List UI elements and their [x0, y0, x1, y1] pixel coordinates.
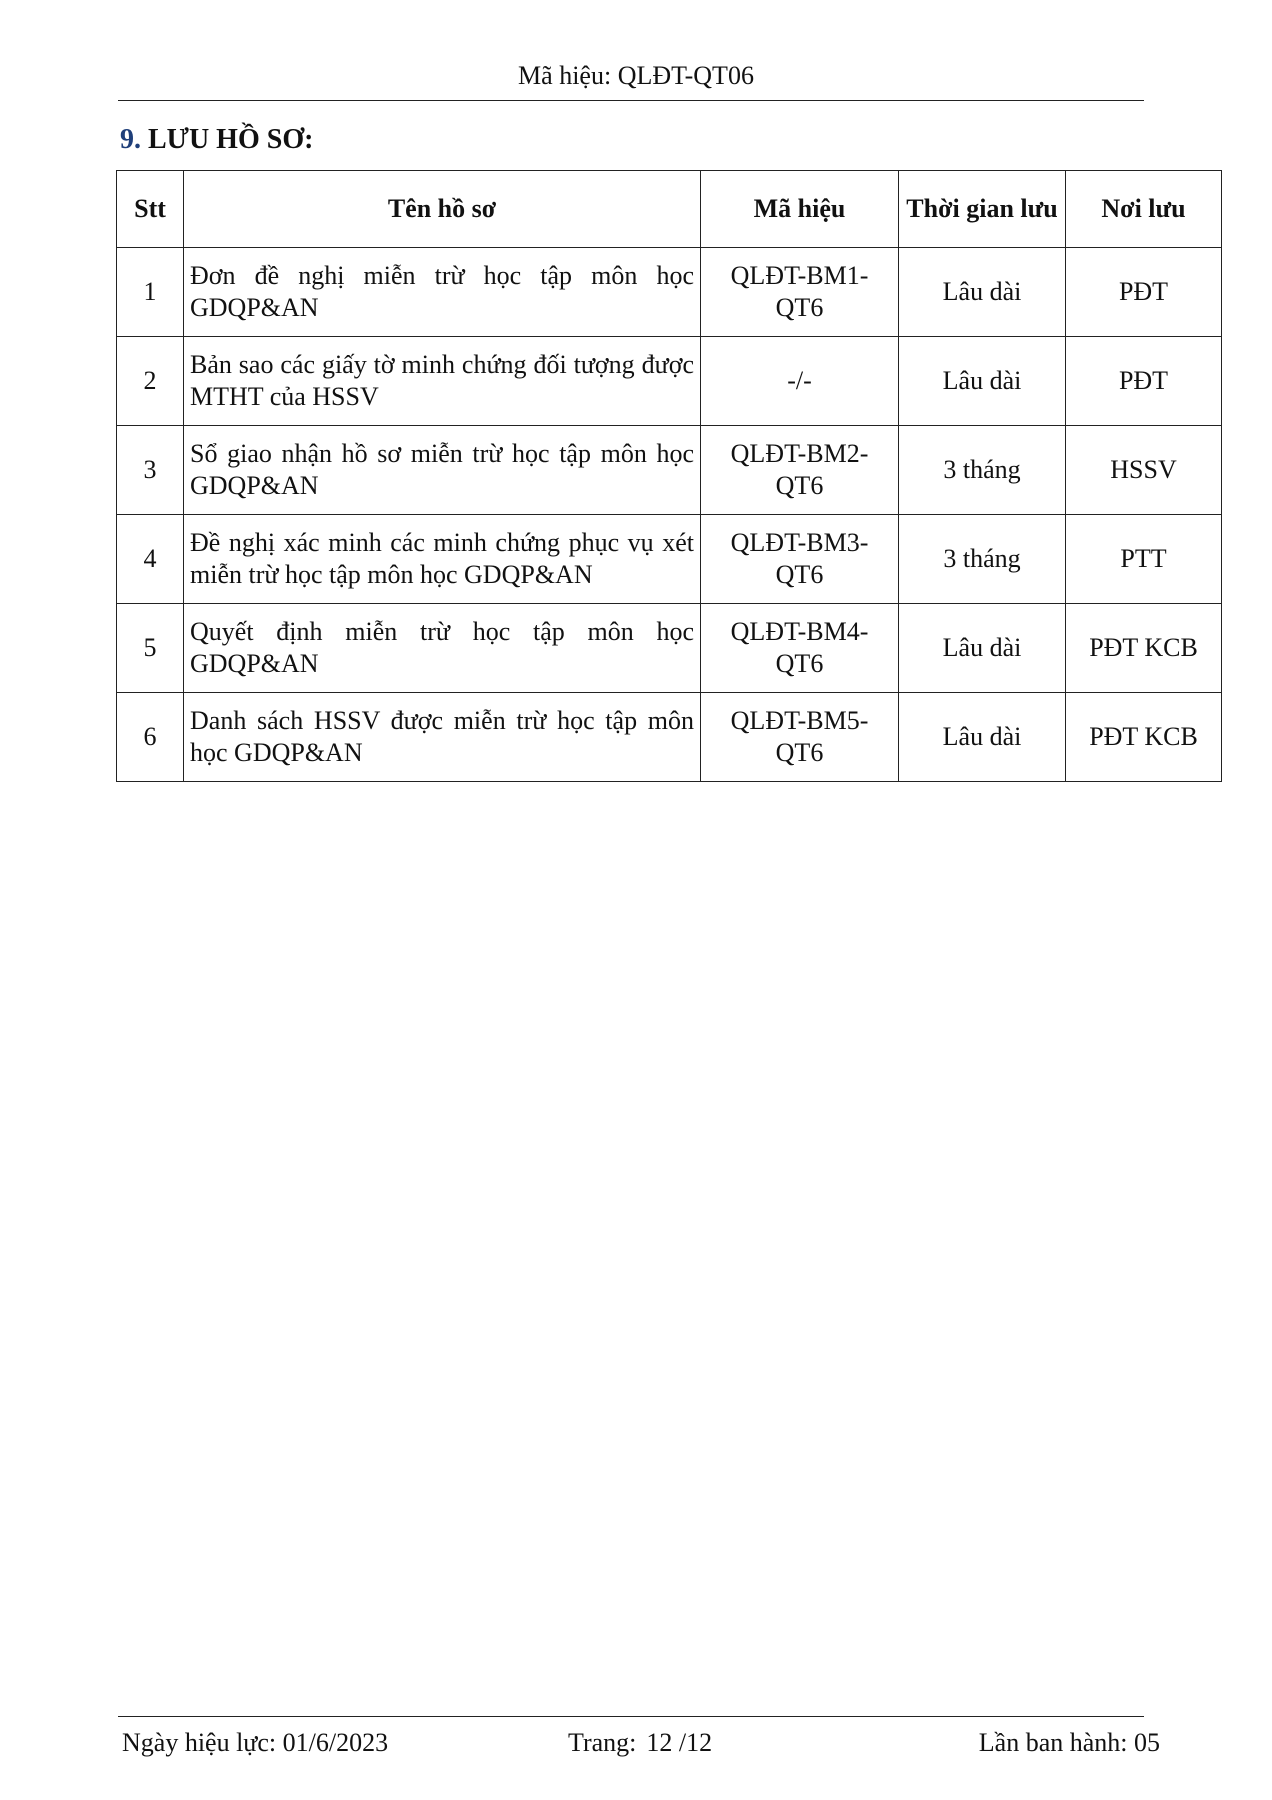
- cell-place: HSSV: [1066, 426, 1222, 515]
- cell-time: 3 tháng: [899, 426, 1066, 515]
- cell-name: Quyết định miễn trừ học tập môn học GDQP&AN: [184, 604, 701, 693]
- table-row: [117, 693, 1222, 782]
- table-row: [117, 426, 1222, 515]
- column-header-code: Mã hiệu: [701, 171, 899, 248]
- table-row: [117, 604, 1222, 693]
- cell-code: QLĐT-BM1-QT6: [701, 248, 899, 337]
- cell-time: 3 tháng: [899, 515, 1066, 604]
- column-header-place: Nơi lưu: [1066, 171, 1222, 248]
- cell-code: QLĐT-BM5-QT6: [701, 693, 899, 782]
- cell-code: -/-: [701, 337, 899, 426]
- edition-number: Lần ban hành: 05: [978, 1728, 1160, 1757]
- cell-time: Lâu dài: [899, 604, 1066, 693]
- cell-place: PĐT: [1066, 248, 1222, 337]
- cell-place: PĐT KCB: [1066, 604, 1222, 693]
- page-value: 12 /12: [646, 1728, 713, 1757]
- cell-code: QLĐT-BM2-QT6: [701, 426, 899, 515]
- table-row: [117, 248, 1222, 337]
- cell-stt: 6: [117, 693, 184, 782]
- cell-stt: 1: [117, 248, 184, 337]
- cell-name: Bản sao các giấy tờ minh chứng đối tượng được MTHT của HSSV: [184, 337, 701, 426]
- section-number: 9.: [120, 124, 141, 155]
- cell-place: PĐT: [1066, 337, 1222, 426]
- page-number: [568, 1728, 712, 1758]
- page-label: Trang:: [568, 1728, 637, 1757]
- cell-stt: 5: [117, 604, 184, 693]
- cell-name: Đơn đề nghị miễn trừ học tập môn học GDQP&AN: [184, 248, 701, 337]
- cell-time: Lâu dài: [899, 337, 1066, 426]
- section-title: [120, 122, 313, 158]
- cell-stt: 3: [117, 426, 184, 515]
- records-table: [116, 170, 1222, 782]
- cell-code: QLĐT-BM4-QT6: [701, 604, 899, 693]
- document-code-header: Mã hiệu: QLĐT-QT06: [518, 61, 754, 90]
- cell-name: Đề nghị xác minh các minh chứng phục vụ xét miễn trừ học tập môn học GDQP&AN: [184, 515, 701, 604]
- cell-time: Lâu dài: [899, 693, 1066, 782]
- cell-name: Sổ giao nhận hồ sơ miễn trừ học tập môn học GDQP&AN: [184, 426, 701, 515]
- table-header-row: [117, 171, 1222, 248]
- table-row: [117, 337, 1222, 426]
- cell-code: QLĐT-BM3-QT6: [701, 515, 899, 604]
- column-header-name: Tên hồ sơ: [184, 171, 701, 248]
- column-header-stt: Stt: [117, 171, 184, 248]
- cell-place: PĐT KCB: [1066, 693, 1222, 782]
- cell-stt: 2: [117, 337, 184, 426]
- column-header-time: Thời gian lưu: [899, 171, 1066, 248]
- cell-name: Danh sách HSSV được miễn trừ học tập môn học GDQP&AN: [184, 693, 701, 782]
- section-title-text: LƯU HỒ SƠ:: [148, 124, 314, 155]
- header-divider: [118, 100, 1144, 101]
- table-row: [117, 515, 1222, 604]
- cell-stt: 4: [117, 515, 184, 604]
- cell-time: Lâu dài: [899, 248, 1066, 337]
- footer-divider: [118, 1716, 1144, 1717]
- cell-place: PTT: [1066, 515, 1222, 604]
- effective-date: Ngày hiệu lực: 01/6/2023: [122, 1728, 389, 1757]
